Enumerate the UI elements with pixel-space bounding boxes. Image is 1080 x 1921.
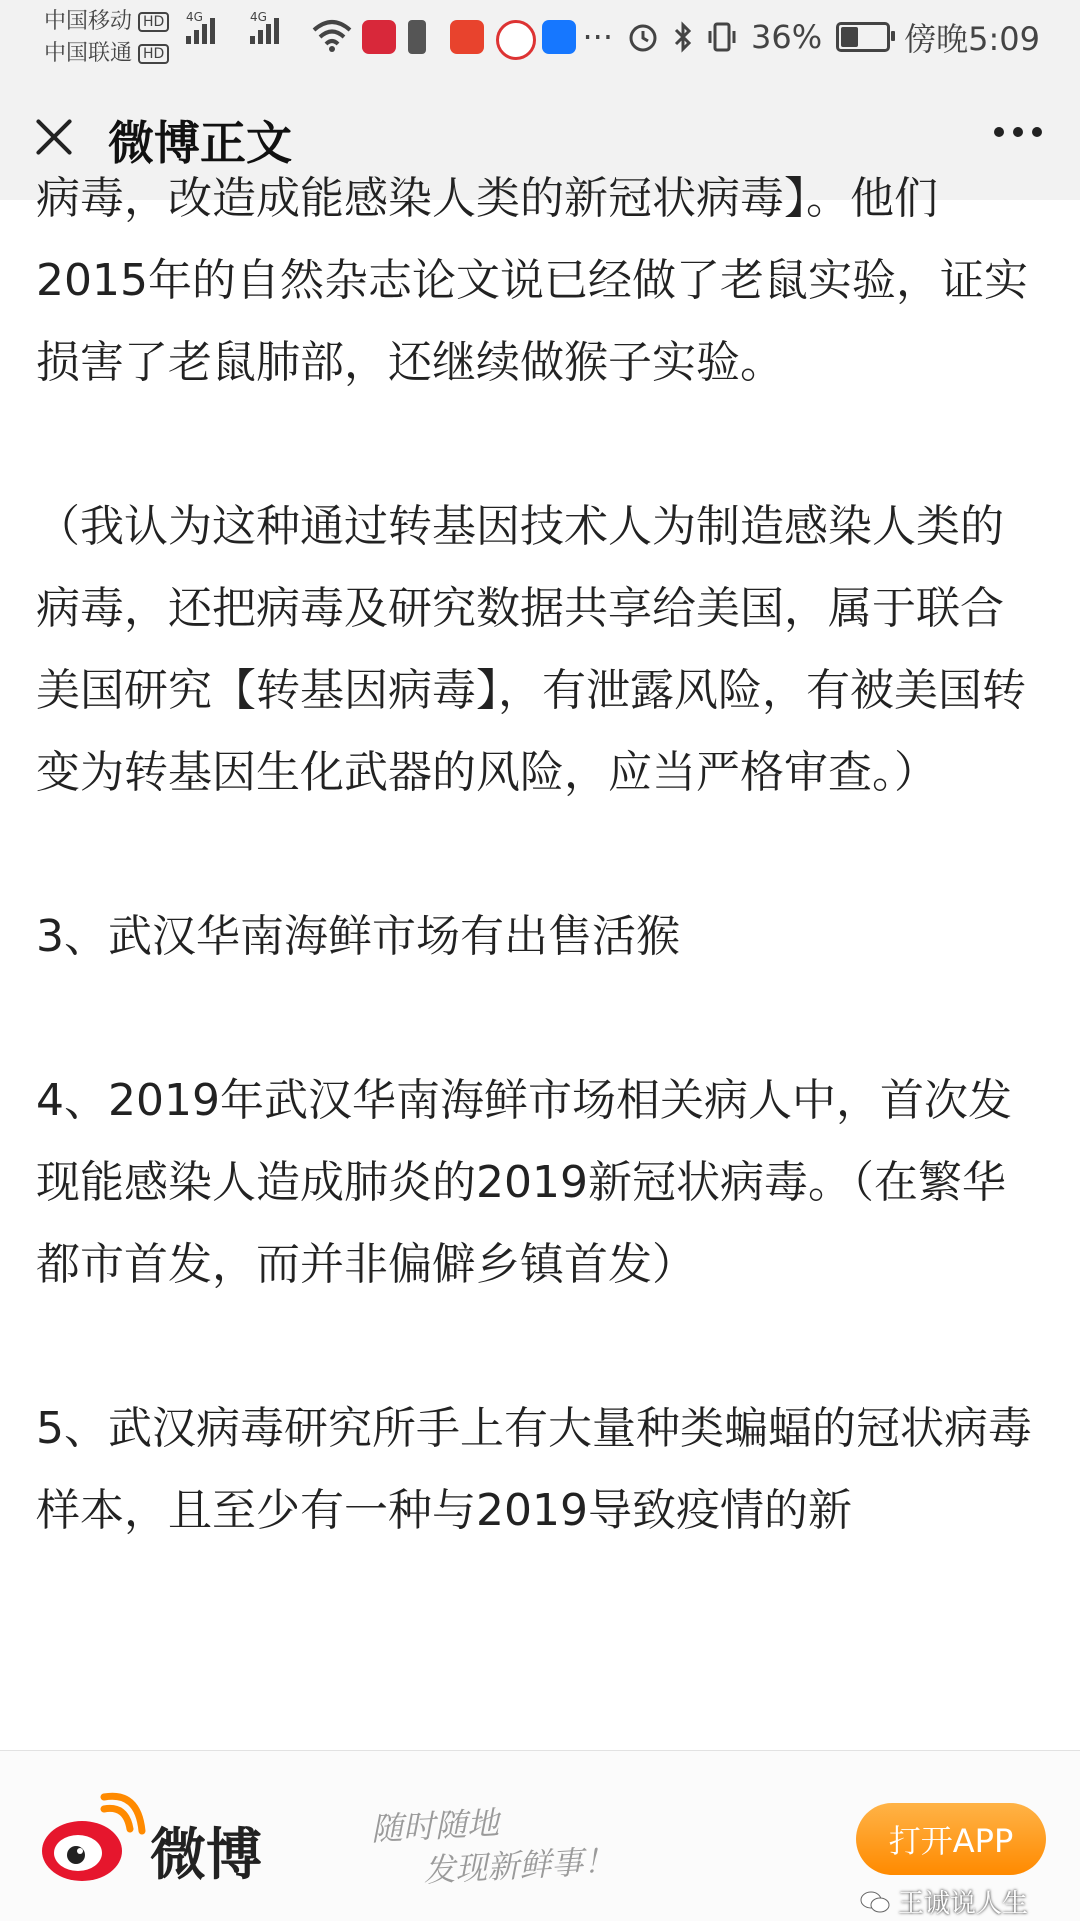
carrier-info (44, 6, 169, 70)
bluetooth-icon (673, 21, 693, 53)
app-banner (0, 1750, 1080, 1921)
signal-icon-1: 4G (186, 18, 215, 44)
battery-icon (836, 22, 890, 52)
battery-percent: 36% (751, 18, 823, 56)
weibo-brand: 微博 (150, 1823, 262, 1888)
status-right (582, 14, 1040, 60)
more-options-icon[interactable] (994, 127, 1042, 137)
hd-badge-1: HD (138, 12, 169, 32)
clock: 傍晚5:09 (904, 20, 1040, 58)
carrier-1: 中国移动 (44, 9, 133, 34)
alarm-icon (627, 21, 659, 53)
slogan-line-2: 发现新鲜事！ (422, 1841, 616, 1890)
post-content (0, 173, 1080, 1750)
post-paragraph: 病毒，改造成能感染人类的新冠状病毒】。他们2015年的自然杂志论文说已经做了老鼠实验，证实损害了老鼠肺部，还继续做猴子实验。 (36, 173, 1028, 388)
post-paragraph: 3、武汉华南海鲜市场有出售活猴 (36, 911, 680, 962)
post-paragraph: 4、2019年武汉华南海鲜市场相关病人中，首次发现能感染人造成肺炎的2019新冠状病毒。（在繁华都市首发，而并非偏僻乡镇首发） (36, 1075, 1012, 1290)
status-bar (0, 0, 1080, 75)
weibo-logo-icon (38, 1791, 143, 1886)
carrier-2: 中国联通 (44, 41, 133, 66)
close-icon[interactable] (30, 113, 78, 161)
slogan (370, 1795, 616, 1896)
reader-app-icon (362, 20, 396, 54)
notification-icon (408, 20, 426, 54)
vibrate-icon (707, 21, 737, 53)
hd-badge-2: HD (138, 44, 169, 64)
post-paragraph: 5、武汉病毒研究所手上有大量种类蝙蝠的冠状病毒样本，且至少有一种与2019导致疫情的新 (36, 1403, 1032, 1536)
post-paragraph: （我认为这种通过转基因技术人为制造感染人类的病毒，还把病毒及研究数据共享给美国，属于联合美国研究【转基因病毒】，有泄露风险，有被美国转变为转基因生化武器的风险，应当严格审查。） (36, 501, 1026, 798)
news-app-icon (450, 20, 484, 54)
signal-icon-2: 4G (250, 18, 279, 44)
open-app-button[interactable]: 打开APP (856, 1803, 1046, 1875)
watermark-text: 王诚说人生 (898, 1889, 1029, 1919)
weibo-app-icon (496, 20, 536, 60)
alipay-app-icon (542, 20, 576, 54)
more-notifications: ··· (582, 18, 613, 56)
wifi-icon (312, 18, 352, 52)
watermark (860, 1883, 1028, 1920)
page-title: 微博正文 (108, 116, 292, 170)
slogan-line-1: 随时随地 (370, 1803, 500, 1849)
wechat-icon (860, 1890, 890, 1914)
